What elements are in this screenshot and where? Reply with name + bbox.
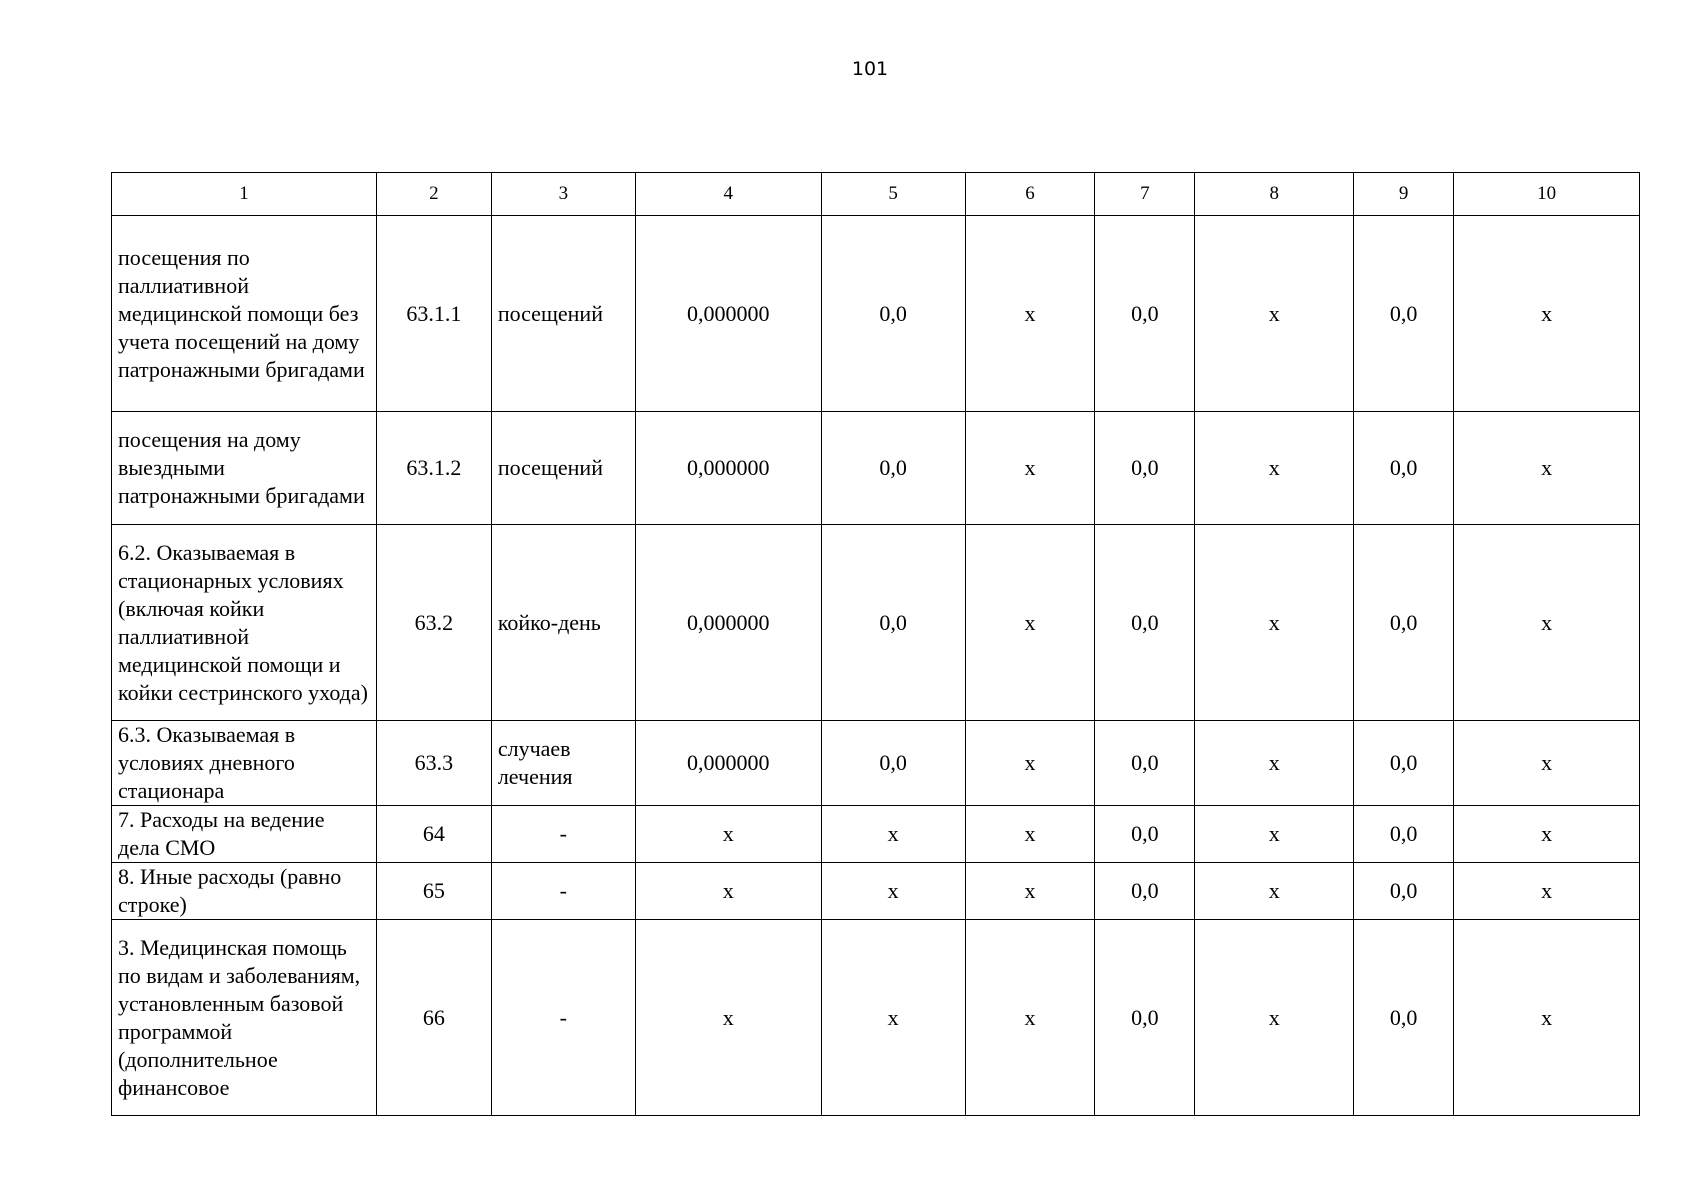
- cell-col6: х: [965, 721, 1095, 806]
- cell-col9: 0,0: [1354, 412, 1454, 525]
- row-name: посещения на дому выездными патронажными бригадами: [112, 412, 377, 525]
- header-row: [112, 173, 1640, 216]
- table-row: [112, 863, 1640, 920]
- cell-col7: 0,0: [1095, 920, 1195, 1116]
- cell-col8: х: [1195, 863, 1354, 920]
- cell-col4: х: [635, 806, 821, 863]
- row-name: 7. Расходы на ведение дела СМО: [112, 806, 377, 863]
- cell-col7: 0,0: [1095, 525, 1195, 721]
- cell-col10: х: [1454, 920, 1640, 1116]
- cell-col6: х: [965, 216, 1095, 412]
- cell-col8: х: [1195, 216, 1354, 412]
- cell-col7: 0,0: [1095, 863, 1195, 920]
- row-unit: -: [491, 806, 635, 863]
- cell-col8: х: [1195, 412, 1354, 525]
- cell-col10: х: [1454, 721, 1640, 806]
- row-name: 8. Иные расходы (равно строке): [112, 863, 377, 920]
- cell-col9: 0,0: [1354, 920, 1454, 1116]
- table-row: [112, 920, 1640, 1116]
- cell-col9: 0,0: [1354, 721, 1454, 806]
- cell-col5: х: [821, 920, 965, 1116]
- cell-col6: х: [965, 863, 1095, 920]
- cell-col5: х: [821, 806, 965, 863]
- cell-col9: 0,0: [1354, 525, 1454, 721]
- table-row: [112, 216, 1640, 412]
- cell-col5: 0,0: [821, 525, 965, 721]
- column-header: 1: [112, 173, 377, 216]
- cell-col10: х: [1454, 806, 1640, 863]
- cell-col6: х: [965, 525, 1095, 721]
- cell-col10: х: [1454, 863, 1640, 920]
- column-header: 10: [1454, 173, 1640, 216]
- table-row: [112, 806, 1640, 863]
- row-code: 63.1.1: [376, 216, 491, 412]
- row-code: 63.1.2: [376, 412, 491, 525]
- cell-col10: х: [1454, 216, 1640, 412]
- column-header: 2: [376, 173, 491, 216]
- cell-col7: 0,0: [1095, 806, 1195, 863]
- cell-col10: х: [1454, 412, 1640, 525]
- column-header: 5: [821, 173, 965, 216]
- column-header: 4: [635, 173, 821, 216]
- cell-col9: 0,0: [1354, 216, 1454, 412]
- cell-col8: х: [1195, 920, 1354, 1116]
- row-code: 66: [376, 920, 491, 1116]
- column-header: 9: [1354, 173, 1454, 216]
- cell-col5: 0,0: [821, 216, 965, 412]
- cell-col4: 0,000000: [635, 721, 821, 806]
- cell-col4: 0,000000: [635, 412, 821, 525]
- row-unit: -: [491, 863, 635, 920]
- column-header: 8: [1195, 173, 1354, 216]
- column-header: 6: [965, 173, 1095, 216]
- table-row: [112, 412, 1640, 525]
- cell-col9: 0,0: [1354, 806, 1454, 863]
- table-row: [112, 525, 1640, 721]
- cell-col8: х: [1195, 721, 1354, 806]
- cell-col5: 0,0: [821, 412, 965, 525]
- cell-col4: 0,000000: [635, 525, 821, 721]
- cell-col5: 0,0: [821, 721, 965, 806]
- cell-col4: х: [635, 863, 821, 920]
- data-table: [111, 172, 1640, 1116]
- row-unit: койко-день: [491, 525, 635, 721]
- row-code: 65: [376, 863, 491, 920]
- row-name: 6.3. Оказываемая в условиях дневного стационара: [112, 721, 377, 806]
- cell-col6: х: [965, 920, 1095, 1116]
- cell-col10: х: [1454, 525, 1640, 721]
- row-name: 6.2. Оказываемая в стационарных условиях (включая койки паллиативной медицинской помощи и койки сестринского ухода): [112, 525, 377, 721]
- page-number: 101: [851, 58, 889, 80]
- cell-col4: х: [635, 920, 821, 1116]
- row-name: 3. Медицинская помощь по видам и заболеваниям, установленным базовой программой (дополнительное финансовое: [112, 920, 377, 1116]
- table-row: [112, 721, 1640, 806]
- cell-col6: х: [965, 806, 1095, 863]
- row-code: 63.3: [376, 721, 491, 806]
- row-unit: посещений: [491, 216, 635, 412]
- cell-col4: 0,000000: [635, 216, 821, 412]
- column-header: 7: [1095, 173, 1195, 216]
- row-unit: -: [491, 920, 635, 1116]
- cell-col5: х: [821, 863, 965, 920]
- row-unit: посещений: [491, 412, 635, 525]
- cell-col9: 0,0: [1354, 863, 1454, 920]
- cell-col7: 0,0: [1095, 721, 1195, 806]
- cell-col8: х: [1195, 525, 1354, 721]
- row-code: 63.2: [376, 525, 491, 721]
- cell-col7: 0,0: [1095, 216, 1195, 412]
- row-unit: случаев лечения: [491, 721, 635, 806]
- column-header: 3: [491, 173, 635, 216]
- cell-col7: 0,0: [1095, 412, 1195, 525]
- cell-col6: х: [965, 412, 1095, 525]
- row-code: 64: [376, 806, 491, 863]
- cell-col8: х: [1195, 806, 1354, 863]
- row-name: посещения по паллиативной медицинской помощи без учета посещений на дому патронажными бригадами: [112, 216, 377, 412]
